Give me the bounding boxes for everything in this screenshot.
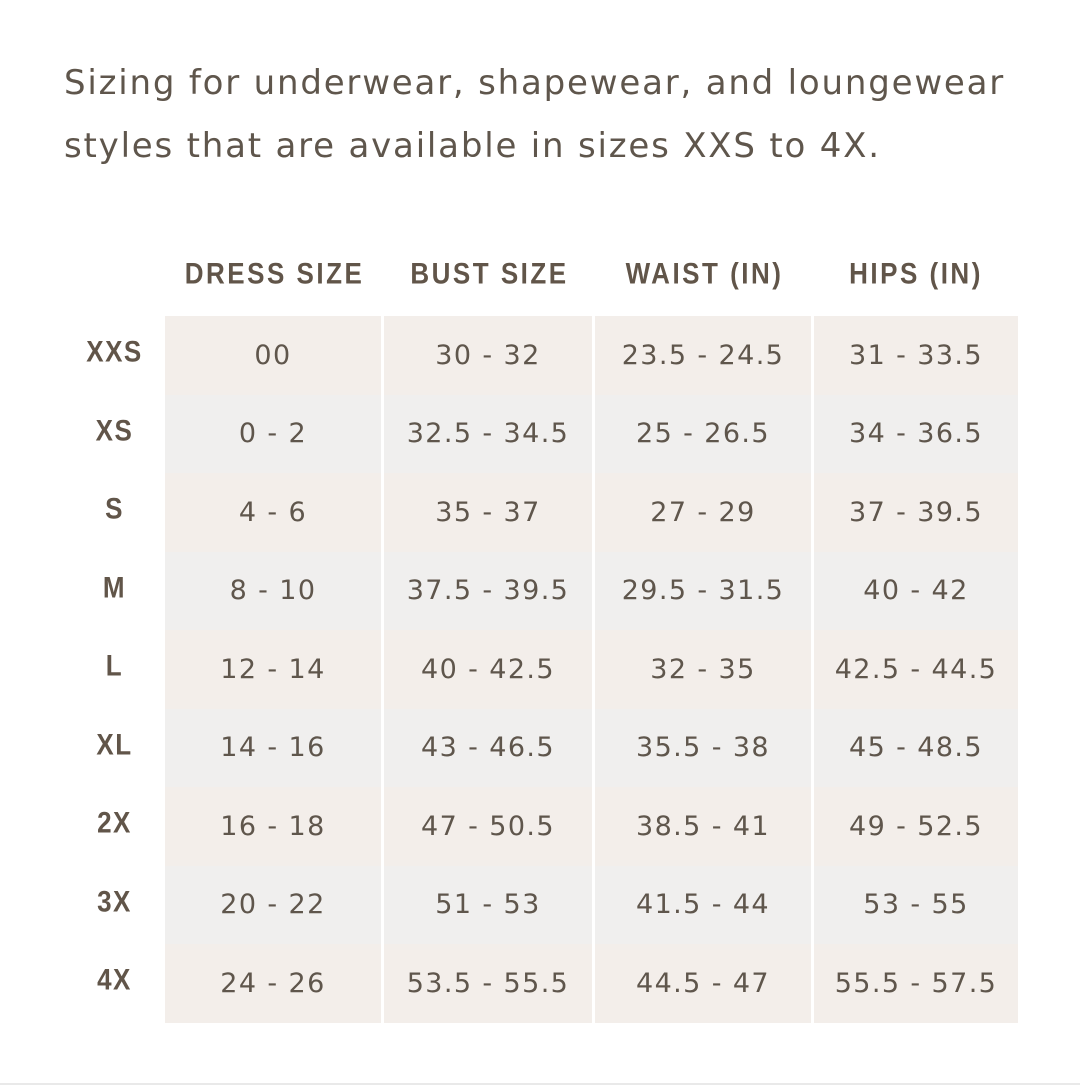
bust-size-cell: 32.5 - 34.5 (384, 395, 595, 474)
row-size-label: 4X (97, 961, 132, 996)
hips-cell: 34 - 36.5 (814, 395, 1018, 474)
row-size-label: XXS (86, 333, 143, 368)
bottom-divider (0, 1083, 1080, 1085)
bust-size-cell: 51 - 53 (384, 866, 595, 945)
hips-cell: 42.5 - 44.5 (814, 630, 1018, 709)
hips-cell: 55.5 - 57.5 (814, 944, 1018, 1023)
bust-size-cell: 53.5 - 55.5 (384, 944, 595, 1023)
table-row (64, 473, 1018, 552)
bust-size-cell: 35 - 37 (384, 473, 595, 552)
row-size-label: L (105, 647, 124, 682)
size-chart-table (64, 230, 1018, 1023)
intro-line-1: Sizing for underwear, shapewear, and loungewear (64, 63, 1006, 103)
dress-size-cell: 20 - 22 (165, 866, 384, 945)
waist-cell: 32 - 35 (595, 630, 814, 709)
table-row (64, 787, 1018, 866)
bust-size-cell: 47 - 50.5 (384, 787, 595, 866)
waist-cell: 35.5 - 38 (595, 709, 814, 788)
table-row (64, 709, 1018, 788)
bust-size-cell: 37.5 - 39.5 (384, 552, 595, 631)
waist-cell: 41.5 - 44 (595, 866, 814, 945)
table-row (64, 866, 1018, 945)
dress-size-cell: 16 - 18 (165, 787, 384, 866)
hips-cell: 53 - 55 (814, 866, 1018, 945)
hips-cell: 37 - 39.5 (814, 473, 1018, 552)
row-size-label: M (102, 568, 127, 604)
table-row (64, 316, 1018, 395)
dress-size-cell: 24 - 26 (165, 944, 384, 1023)
table-row (64, 552, 1018, 631)
row-size-label: S (105, 490, 124, 525)
hips-cell: 40 - 42 (814, 552, 1018, 631)
waist-cell: 27 - 29 (595, 473, 814, 552)
waist-cell: 38.5 - 41 (595, 787, 814, 866)
row-size-label: XL (96, 725, 133, 761)
row-size-label: 2X (97, 804, 132, 839)
hips-cell: 49 - 52.5 (814, 787, 1018, 866)
row-size-label: 3X (97, 882, 132, 918)
table-row (64, 944, 1018, 1023)
table-row (64, 630, 1018, 709)
waist-cell: 44.5 - 47 (595, 944, 814, 1023)
hips-cell: 45 - 48.5 (814, 709, 1018, 788)
dress-size-cell: 00 (165, 316, 384, 395)
dress-size-cell: 14 - 16 (165, 709, 384, 788)
waist-cell: 23.5 - 24.5 (595, 316, 814, 395)
bust-size-cell: 43 - 46.5 (384, 709, 595, 788)
intro-line-2: styles that are available in sizes XXS to 4X. (64, 126, 881, 166)
dress-size-cell: 12 - 14 (165, 630, 384, 709)
bust-size-cell: 30 - 32 (384, 316, 595, 395)
dress-size-cell: 0 - 2 (165, 395, 384, 474)
table-row (64, 395, 1018, 474)
waist-cell: 29.5 - 31.5 (595, 552, 814, 631)
hips-cell: 31 - 33.5 (814, 316, 1018, 395)
waist-cell: 25 - 26.5 (595, 395, 814, 474)
bust-size-cell: 40 - 42.5 (384, 630, 595, 709)
dress-size-cell: 8 - 10 (165, 552, 384, 631)
column-header-dress-size: DRESS SIZE (184, 255, 365, 290)
size-chart-body (64, 316, 1018, 1023)
column-header-hips: HIPS (IN) (849, 255, 983, 290)
size-chart-header (64, 230, 1018, 316)
row-size-label: XS (95, 411, 134, 447)
column-header-waist: WAIST (IN) (625, 255, 784, 290)
column-header-bust-size: BUST SIZE (410, 255, 569, 290)
dress-size-cell: 4 - 6 (165, 473, 384, 552)
size-chart-intro (64, 52, 1044, 178)
